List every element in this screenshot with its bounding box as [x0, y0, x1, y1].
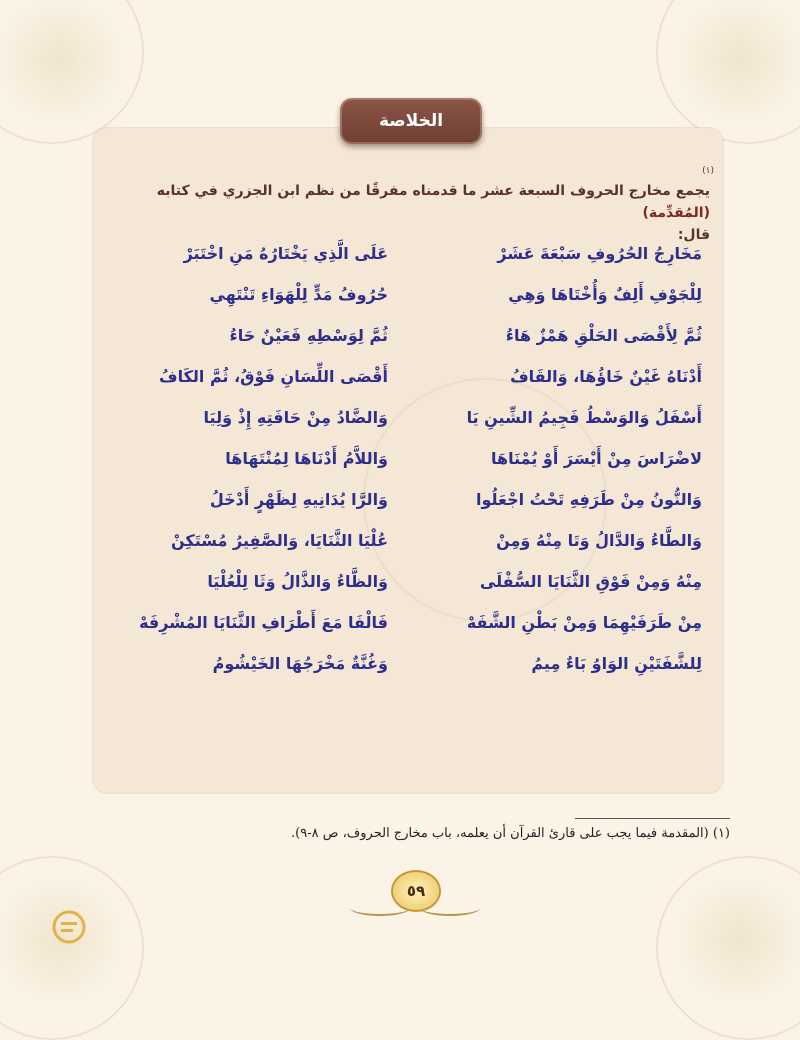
page-number: ٥٩	[406, 882, 426, 900]
book-title: (المُقدِّمة)	[642, 205, 710, 221]
verse-row	[0, 486, 800, 516]
verse-row	[0, 609, 800, 639]
verse-second-hemistich: فَالْفَا مَعَ أَطْرَافِ الثَّنَايَا المُشْرِفَهْ	[139, 613, 388, 632]
verse-second-hemistich: أَقْصَى اللِّسَانِ فَوْقُ، ثُمَّ الكَافُ	[159, 367, 388, 386]
verse-first-hemistich: لِلْجَوْفِ أَلِفٌ وَأُخْتَاهَا وَهِي	[508, 285, 702, 304]
verse-row	[0, 240, 800, 270]
verse-row	[0, 322, 800, 352]
verse-second-hemistich: وَاللاَّمُ أَدْنَاهَا لِمُنْتَهَاهَا	[225, 449, 388, 468]
page-number-ornament	[350, 870, 480, 930]
verse-second-hemistich: وَالضَّادُ مِنْ حَافَتِهِ إِذْ وَلِيَا	[203, 408, 388, 427]
verse-first-hemistich: وَالطَّاءُ وَالدَّالُ وَتَا مِنْهُ وَمِنْ	[496, 531, 702, 550]
verse-row	[0, 404, 800, 434]
verse-first-hemistich: مَخَارِجُ الحُرُوفِ سَبْعَةَ عَشَرْ	[497, 244, 702, 263]
verse-first-hemistich: أَدْنَاهُ غَيْنٌ خَاؤُهَا، وَالقَافُ	[510, 367, 702, 386]
intro-paragraph	[90, 180, 710, 246]
verse-second-hemistich: عَلَى الَّذِي يَخْتَارُهُ مَنِ اخْتَبَرْ	[183, 244, 388, 263]
verse-first-hemistich: أَسْفَلُ وَالوَسْطُ فَجِيمُ الشِّينِ يَا	[466, 408, 702, 427]
footnote-text: (١) (المقدمة فيما يجب على قارئ القرآن أن يعلمه، باب مخارج الحروف، ص ٨-٩).	[291, 826, 730, 841]
flourish-right	[420, 900, 480, 916]
verse-first-hemistich: وَالنُّونُ مِنْ طَرَفِهِ تَحْتُ اجْعَلُوا	[475, 490, 702, 509]
footnote-divider	[575, 818, 730, 819]
footnote-marker: (١)	[702, 166, 714, 176]
verse-second-hemistich: وَالرَّا يُدَانِيهِ لِظَهْرٍ أَدْخَلُ	[209, 490, 388, 509]
verse-second-hemistich: ثُمَّ لِوَسْطِهِ فَعَيْنٌ حَاءُ	[229, 326, 388, 345]
section-title: الخلاصة	[378, 111, 444, 131]
verse-second-hemistich: وَالظَّاءُ وَالذَّالُ وَثَا لِلْعُلْيَا	[207, 572, 388, 591]
said-label: قال:	[677, 227, 710, 243]
verse-row	[0, 445, 800, 475]
verse-row	[0, 363, 800, 393]
verse-row	[0, 281, 800, 311]
verse-first-hemistich: مِنْ طَرَفَيْهِمَا وَمِنْ بَطْنِ الشَّفَهْ	[466, 613, 702, 632]
section-title-badge	[340, 98, 482, 144]
intro-text: يجمع مخارج الحروف السبعة عشر ما قدمناه مفرقًا من نظم ابن الجزري في كتابه	[156, 183, 710, 199]
verse-second-hemistich: وَغُنَّةٌ مَخْرَجُهَا الخَيْشُومُ	[212, 654, 388, 673]
verse-second-hemistich: عُلْيَا الثَّنَايَا، وَالصَّفِيرُ مُسْتَكِنْ	[171, 531, 388, 550]
verse-first-hemistich: لاضْرَاسَ مِنْ أَيْسَرَ أَوْ يُمْنَاهَا	[490, 449, 702, 468]
verse-row	[0, 568, 800, 598]
verse-first-hemistich: ثُمَّ لِأَقْصَى الحَلْقِ هَمْزٌ هَاءُ	[505, 326, 702, 345]
publisher-logo-icon	[52, 910, 86, 944]
verse-second-hemistich: حُرُوفُ مَدٍّ لِلْهَوَاءِ تَنْتَهِي	[209, 285, 388, 304]
verse-first-hemistich: لِلشَّفَتَيْنِ الوَاوُ بَاءٌ مِيمُ	[531, 654, 702, 673]
verse-first-hemistich: مِنْهُ وَمِنْ فَوْقِ الثَّنَايَا السُّفْلَى	[479, 572, 702, 591]
verse-row	[0, 527, 800, 557]
verse-row	[0, 650, 800, 680]
